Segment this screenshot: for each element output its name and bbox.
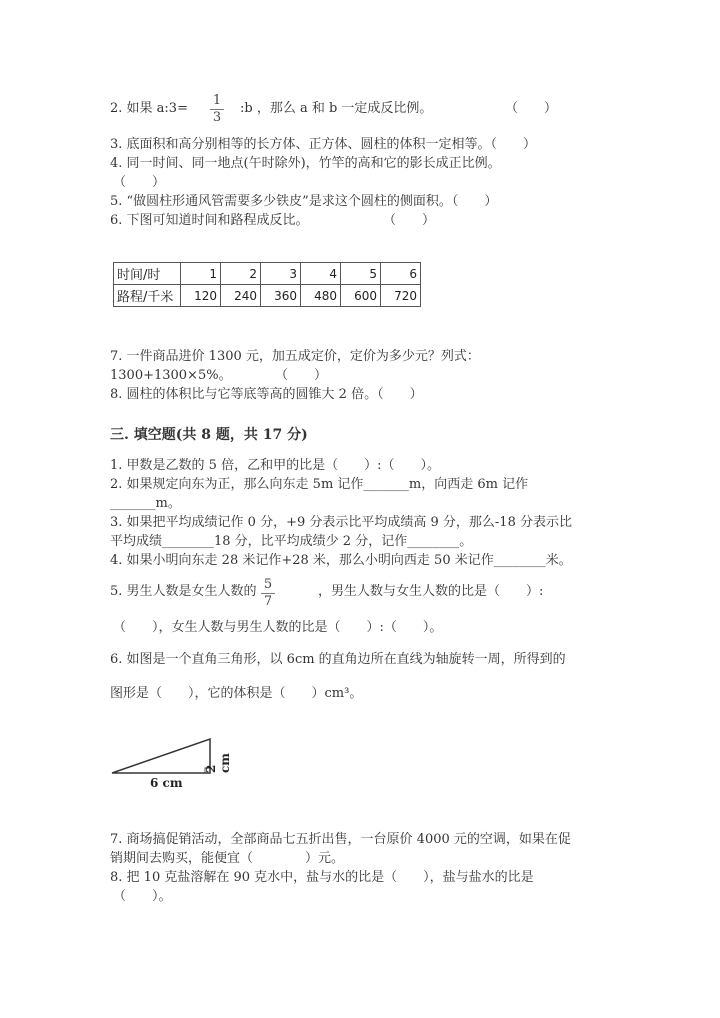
judge-q7-line2: 1300+1300×5%。 <box>110 368 232 383</box>
fill-q7-line1: 7. 商场搞促销活动，全部商品七五折出售，一台原价 4000 元的空调，如果在促 <box>110 832 571 847</box>
answer-blank[interactable]: （ ） <box>505 101 558 116</box>
table-row <box>114 263 421 285</box>
table-cell: 480 <box>301 285 341 307</box>
judge-q7-line1: 7. 一件商品进价 1300 元，加五成定价，定价为多少元？列式： <box>110 349 480 364</box>
fill-q7-line2: 销期间去购买，能便宜（ ）元。 <box>110 851 345 866</box>
fraction-denominator: 7 <box>263 594 273 609</box>
judge-q3: 3. 底面积和高分别相等的长方体、正方体、圆柱的体积一定相等。（ ） <box>110 137 537 152</box>
table-cell: 3 <box>261 263 301 285</box>
answer-blank[interactable]: （ ） <box>113 175 166 190</box>
height-label: 2 cm <box>204 752 232 773</box>
answer-blank[interactable]: （ ） <box>275 368 328 383</box>
judge-q8: 8. 圆柱的体积比与它等底等高的圆锥大 2 倍。（ ） <box>110 387 423 402</box>
fill-q8-line2: （ ）。 <box>113 889 172 904</box>
fill-q2-line1: 2. 如果规定向东为正，那么向东走 5m 记作_______m，向西走 6m 记作 <box>110 477 529 492</box>
table-cell: 1 <box>181 263 221 285</box>
fill-q6-line1: 6. 如图是一个直角三角形，以 6cm 的直角边所在直线为轴旋转一周，所得到的 <box>110 652 566 667</box>
fill-q8-line1: 8. 把 10 克盐溶解在 90 克水中，盐与水的比是（ ），盐与盐水的比是 <box>110 870 534 885</box>
time-distance-table <box>113 262 421 307</box>
judge-q5: 5. “做圆柱形通风管需要多少铁皮”是求这个圆柱的侧面积。（ ） <box>110 194 498 209</box>
fraction-denominator: 3 <box>212 110 222 125</box>
table-cell: 600 <box>341 285 381 307</box>
fill-q3-line2: 平均成绩________18 分，比平均成绩少 2 分，记作________。 <box>110 534 473 549</box>
row-header: 路程/千米 <box>114 285 181 307</box>
fill-q5-pre: 5. 男生人数是女生人数的 <box>110 584 257 599</box>
judge-q6: 6. 下图可知道时间和路程成反比。 <box>110 213 309 228</box>
judge-q2-post: :b ，那么 a 和 b 一定成反比例。 <box>240 101 433 116</box>
fraction-numerator: 1 <box>212 93 222 108</box>
table-cell: 6 <box>381 263 421 285</box>
fill-q3-line1: 3. 如果把平均成绩记作 0 分，+9 分表示比平均成绩高 9 分，那么-18 分表示比 <box>110 515 572 530</box>
fill-q5-line2: （ ），女生人数与男生人数的比是（ ）:（ ）。 <box>113 620 443 635</box>
table-row <box>114 285 421 307</box>
judge-q2-pre: 2. 如果 a:3= <box>110 101 188 116</box>
judge-q4: 4. 同一时间、同一地点(午时除外)，竹竿的高和它的影长成正比例。 <box>110 156 501 171</box>
table-cell: 5 <box>341 263 381 285</box>
fraction-one-third <box>210 94 224 125</box>
base-label: 6 cm <box>150 776 183 790</box>
fill-q2-line2: _______m。 <box>110 496 181 511</box>
answer-blank[interactable]: （ ） <box>383 213 436 228</box>
fill-q1: 1. 甲数是乙数的 5 倍，乙和甲的比是（ ）:（ ）。 <box>110 458 440 473</box>
right-triangle-figure <box>108 733 230 793</box>
row-header: 时间/时 <box>114 263 181 285</box>
table-cell: 240 <box>221 285 261 307</box>
fraction-five-sevenths <box>261 578 275 609</box>
fill-q5-post: ，男生人数与女生人数的比是（ ）: <box>318 584 544 599</box>
table-cell: 720 <box>381 285 421 307</box>
fill-q4: 4. 如果小明向东走 28 米记作+28 米，那么小明向西走 50 米记作________米。 <box>110 553 572 568</box>
table-cell: 4 <box>301 263 341 285</box>
table-cell: 360 <box>261 285 301 307</box>
fill-q6-line2: 图形是（ ），它的体积是（ ）cm³。 <box>110 686 363 701</box>
section-title: 三. 填空题(共 8 题，共 17 分) <box>110 427 308 443</box>
fraction-numerator: 5 <box>263 577 273 592</box>
table-cell: 2 <box>221 263 261 285</box>
table-cell: 120 <box>181 285 221 307</box>
